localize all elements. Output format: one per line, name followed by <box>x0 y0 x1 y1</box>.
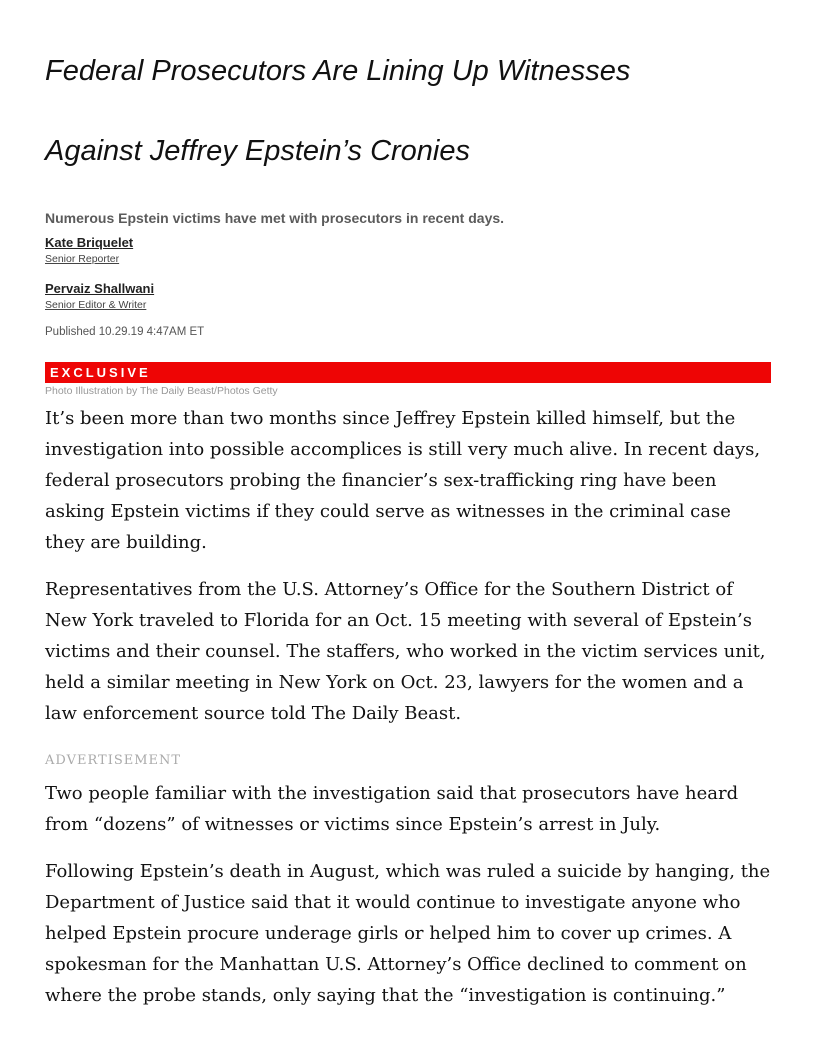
author-role-link[interactable]: Senior Reporter <box>45 253 120 265</box>
article-title-line1: Federal Prosecutors Are Lining Up Witnesses <box>45 55 631 87</box>
body-paragraph: Representatives from the U.S. Attorney’s Office for the Southern District of New York traveled to Florida for an Oct. 15 meeting with several of Epstein’s victims and their counsel. The staffers, who worked in the victim services unit, held a similar meeting in New York on Oct. 23, lawyers for the women and a law enforcement source told The Daily Beast. <box>45 579 766 724</box>
author-entry <box>45 234 771 265</box>
advertisement-label: ADVERTISEMENT <box>45 753 182 768</box>
body-paragraph: Following Epstein’s death in August, which was ruled a suicide by hanging, the Department of Justice said that it would continue to investigate anyone who helped Epstein procure underage girls or helped him to cover up crimes. A spokesman for the Manhattan U.S. Attorney’s Office declined to comment on where the probe stands, only saying that the “investigation is continuing.” <box>45 861 771 1006</box>
exclusive-badge-label: EXCLUSIVE <box>50 365 151 380</box>
byline-block <box>45 234 771 311</box>
body-paragraph: Two people familiar with the investigation said that prosecutors have heard from “dozens” of witnesses or victims since Epstein’s arrest in July. <box>45 783 739 835</box>
article-body <box>45 403 771 1011</box>
article-dek: Numerous Epstein victims have met with prosecutors in recent days. <box>45 210 505 226</box>
published-timestamp: Published 10.29.19 4:47AM ET <box>45 326 205 338</box>
photo-credit: Photo Illustration by The Daily Beast/Photos Getty <box>45 385 278 397</box>
author-entry <box>45 280 771 311</box>
author-role-link[interactable]: Senior Editor & Writer <box>45 299 147 311</box>
body-paragraph: It’s been more than two months since Jeffrey Epstein killed himself, but the investigation into possible accomplices is still very much alive. In recent days, federal prosecutors probing the financier’s sex-trafficking ring have been asking Epstein victims if they could serve as witnesses in the criminal case they are building. <box>45 408 761 553</box>
author-name-link[interactable]: Kate Briquelet <box>45 235 134 250</box>
exclusive-banner <box>45 362 771 383</box>
author-name-link[interactable]: Pervaiz Shallwani <box>45 281 155 296</box>
article-title-line2: Against Jeffrey Epstein’s Cronies <box>45 135 471 167</box>
